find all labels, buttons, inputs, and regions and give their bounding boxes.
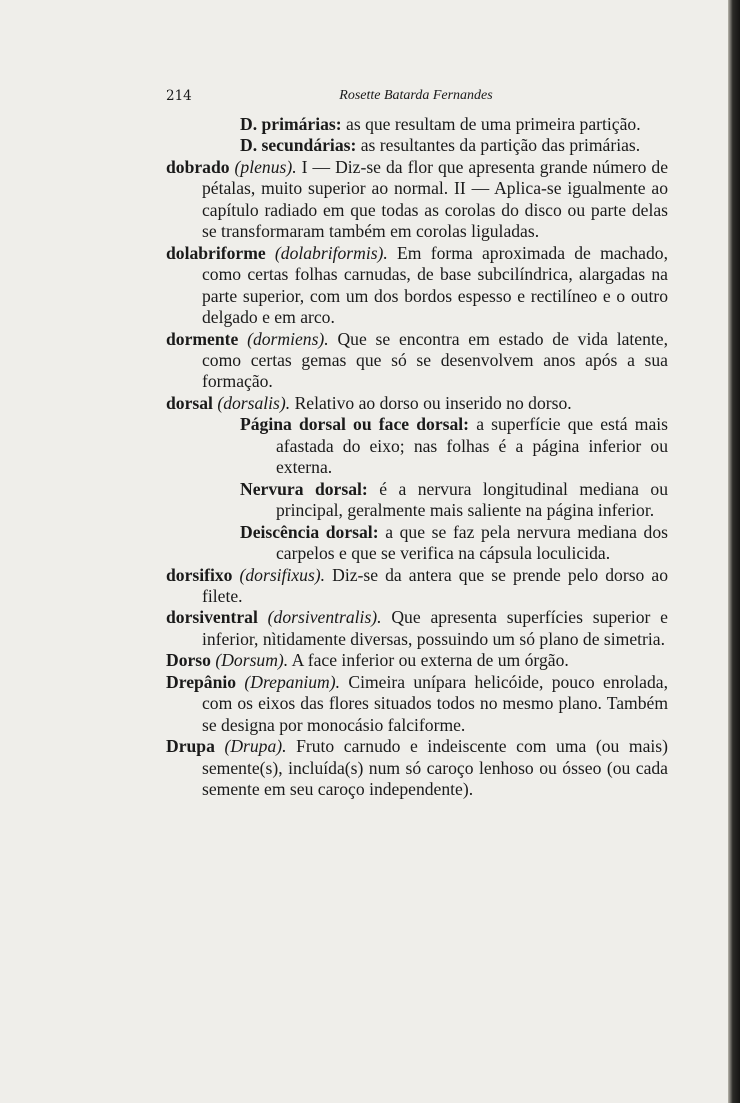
entry-text: a superfície que está mais afastada do eixo; nas folhas é a página inferior ou externa. [276, 414, 668, 478]
entry-latin: (Drepanium). [236, 671, 341, 692]
entry-text: as que resultam de uma primeira partição. [341, 114, 641, 134]
entry-latin: (plenus). [229, 156, 297, 177]
entry-text: Cimeira unípara helicóide, pouco enrolada, com os eixos das flores situados todos no mesmo plano. Também se designa por monocásio falciforme. [202, 671, 668, 735]
entry-term: D. primárias: [240, 114, 342, 134]
entry-term: dorsifixo [166, 564, 233, 585]
entry-term: Dorso [166, 650, 211, 671]
running-head: Rosette Batarda Fernandes [339, 88, 493, 103]
page-header [166, 88, 666, 108]
entry-text: as resultantes da partição das primárias. [356, 135, 641, 156]
entry-latin: (Drupa). [214, 736, 287, 757]
entry-text: a que se faz pela nervura mediana dos carpelos e que se verifica na cápsula loculicida. [276, 521, 668, 564]
glossary-entry [166, 565, 668, 608]
book-spine-edge [728, 0, 740, 1103]
entry-term: Página dorsal ou face dorsal: [240, 414, 470, 435]
entry-text: I — Diz-se da flor que apresenta grande número de pétalas, muito superior ao normal. II — Aplica-se igualmente ao capítulo radiado em que todas as corolas do disco ou parte delas se transformaram também em corolas liguladas. [202, 156, 669, 242]
entry-latin: (dormiens). [238, 328, 329, 349]
entry-text: Fruto carnudo e indeiscente com uma (ou mais) semente(s), incluída(s) num só caroço lenhoso ou ósseo (ou cada semente em seu caroço independente). [202, 736, 668, 800]
glossary-entry [166, 243, 668, 329]
entry-term: D. secundárias: [240, 135, 357, 156]
entry-term: Drupa [166, 736, 215, 757]
glossary-entry [166, 329, 668, 393]
glossary-entry [166, 607, 668, 650]
page-number: 214 [166, 88, 192, 104]
glossary-entry [166, 414, 668, 478]
glossary-entries [166, 114, 668, 801]
entry-text: Em forma aproximada de machado, como certas folhas carnudas, de base subcilíndrica, alargadas na parte superior, com um dos bordos espesso e rectilíneo e o outro delgado e em arco. [202, 242, 668, 328]
glossary-entry [166, 393, 668, 414]
entry-text: Que se encontra em estado de vida latente, como certas gemas que só se desenvolvem anos após a sua formação. [202, 328, 668, 392]
entry-text: Que apresenta superfícies superior e inferior, nìtidamente diversas, possuindo um só plano de simetria. [202, 607, 668, 649]
entry-term: dorsiventral [166, 607, 258, 628]
entry-latin: (Dorsum). [210, 650, 289, 671]
glossary-entry [166, 736, 668, 800]
entry-term: dolabriforme [166, 242, 266, 263]
entry-term: Nervura dorsal: [240, 478, 368, 499]
glossary-entry [166, 650, 668, 671]
entry-text: é a nervura longitudinal mediana ou principal, geralmente mais saliente na página inferior. [276, 478, 668, 521]
entry-term: Drepânio [166, 671, 237, 692]
glossary-entry [166, 672, 668, 736]
entry-latin: (dorsalis). [212, 392, 291, 413]
entry-latin: (dorsiventralis). [257, 607, 382, 628]
entry-term: dorsal [166, 392, 213, 413]
entry-latin: (dorsifixus). [232, 564, 326, 585]
entry-term: dormente [166, 328, 239, 349]
glossary-entry [166, 522, 668, 565]
entry-text: Relativo ao dorso ou inserido no dorso. [290, 392, 572, 413]
entry-text: Diz-se da antera que se prende pelo dorso ao filete. [202, 564, 669, 606]
glossary-entry [166, 479, 668, 522]
entry-latin: (dolabriformis). [265, 242, 388, 263]
glossary-entry [166, 135, 668, 156]
glossary-entry [166, 114, 668, 135]
entry-text: A face inferior ou externa de um órgão. [288, 650, 569, 671]
glossary-entry [166, 157, 668, 243]
entry-term: Deiscência dorsal: [240, 521, 379, 542]
entry-term: dobrado [166, 156, 230, 177]
